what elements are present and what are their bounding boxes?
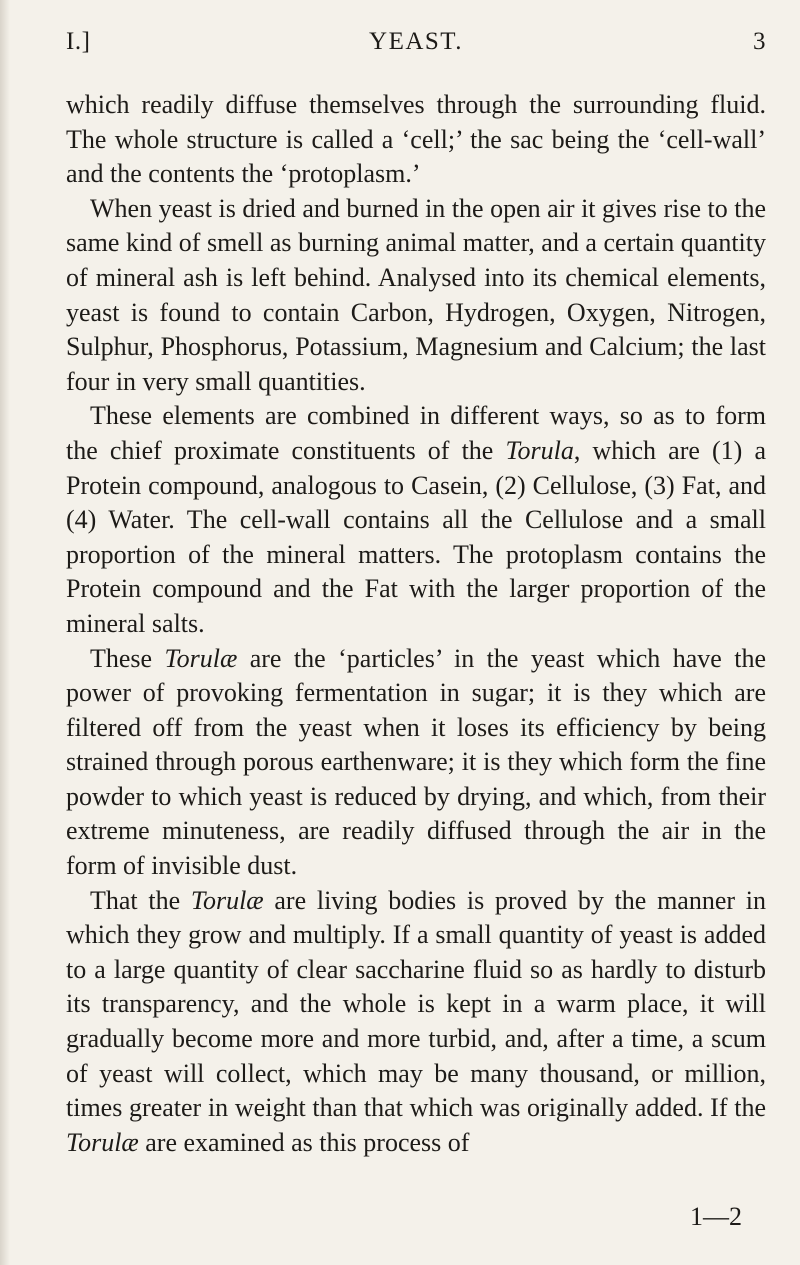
paragraph-4 xyxy=(66,642,766,884)
paragraph-5-text-b: are living bodies is proved by the manner in which they grow and multiply. If a small quantity of yeast is added to a large quantity of clear saccharine fluid so as hardly to disturb its transparency, and the whole is kept in a warm place, it will gradually become more and more turbid, and, after a time, a scum of yeast will collect, which may be many thousand, or million, times greater in weight than that which was originally added. If the xyxy=(66,885,766,1123)
running-title: YEAST. xyxy=(369,28,463,55)
paragraph-5-italic-torulae-1: Torulæ xyxy=(190,885,264,915)
paragraph-1: which readily diffuse themselves through the surrounding fluid. The whole structure is called a ‘cell;’ the sac being the ‘cell-wall’ and the contents the ‘protoplasm.’ xyxy=(66,90,766,189)
paragraph-4-text-b: are the ‘particles’ in the yeast which have the power of provoking fermentation in sugar; it is they which are filtered off from the yeast when it loses its efficiency by being strained through porous earthenware; it is they which form the fine powder to which yeast is reduced by drying, and which, from their extreme minuteness, are readily diffused through the air in the form of invisible dust. xyxy=(66,643,766,881)
paragraph-4-text-a: These xyxy=(90,643,165,673)
paragraph-3 xyxy=(66,399,766,641)
page-number: 3 xyxy=(753,28,766,55)
running-header xyxy=(66,22,766,62)
paragraph-5 xyxy=(66,884,766,1161)
paragraph-5-text-a: That the xyxy=(90,885,191,915)
body-text xyxy=(66,88,766,1160)
paragraph-3-text-b: , which are (1) a Protein compound, analogous to Casein, (2) Cellulose, (3) Fat, and (4) Water. The cell-wall contains all the Cellulose and a small proportion of the mineral matters. The protoplasm contains the Protein compound and the Fat with the larger proportion of the mineral salts. xyxy=(66,435,766,638)
paragraph-2: When yeast is dried and burned in the open air it gives rise to the same kind of smell as burning animal matter, and a certain quantity of mineral ash is left behind. Analysed into its chemical elements, yeast is found to contain Carbon, Hydrogen, Oxygen, Nitrogen, Sulphur, Phosphorus, Potassium, Magnesium and Calcium; the last four in very small quantities. xyxy=(66,193,766,396)
paragraph-3-text-a: These elements are combined in different ways, so as to form the chief proximate constituents of the xyxy=(66,401,766,465)
paragraph-4-italic-torulae: Torulæ xyxy=(164,643,238,673)
chapter-marker: I.] xyxy=(66,28,91,55)
signature-mark: 1—2 xyxy=(690,1202,742,1231)
paragraph-5-text-c: are examined as this process of xyxy=(138,1127,470,1157)
paragraph-3-italic-torula: Torula xyxy=(505,435,574,465)
paragraph-5-italic-torulae-2: Torulæ xyxy=(66,1127,139,1157)
page-edge-shadow xyxy=(0,0,10,1265)
